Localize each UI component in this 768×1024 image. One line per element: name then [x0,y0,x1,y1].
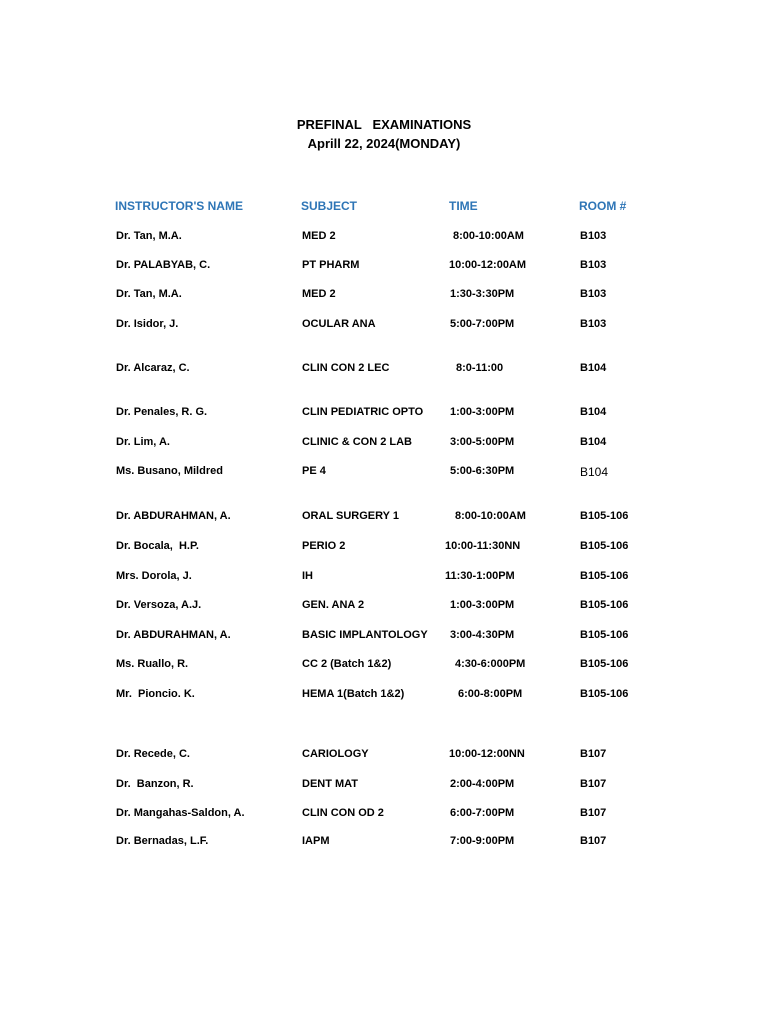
exam-date: Aprill 22, 2024(MONDAY) [307,136,461,151]
instructor-name: Dr. PALABYAB, C. [116,259,211,271]
room: B107 [580,778,607,790]
instructor-name: Dr. Bernadas, L.F. [116,835,209,847]
table-row [0,288,768,304]
instructor-name: Dr. Bocala, H.P. [116,540,199,552]
table-row [0,230,768,246]
time: 6:00-7:00PM [450,807,515,819]
page-title: PREFINAL EXAMINATIONS [296,117,472,132]
room: B105-106 [580,629,629,641]
time: 10:00-11:30NN [445,540,521,552]
subject: PERIO 2 [302,540,346,552]
instructor-name: Mr. Pioncio. K. [116,688,195,700]
room: B105-106 [580,570,629,582]
table-row [0,510,768,526]
instructor-name: Dr. Tan, M.A. [116,230,182,242]
table-row [0,778,768,794]
time: 2:00-4:00PM [450,778,515,790]
time: 5:00-7:00PM [450,318,515,330]
room: B107 [580,807,607,819]
header-room: ROOM # [579,199,627,213]
instructor-name: Dr. ABDURAHMAN, A. [116,629,231,641]
time: 8:0-11:00 [456,362,504,374]
subject: MED 2 [302,288,336,300]
table-row [0,540,768,556]
room: B105-106 [580,688,629,700]
instructor-name: Dr. Lim, A. [116,436,170,448]
instructor-name: Dr. Penales, R. G. [116,406,208,418]
table-row [0,658,768,674]
instructor-name: Dr. Versoza, A.J. [116,599,202,611]
time: 5:00-6:30PM [450,465,515,477]
table-row [0,362,768,378]
instructor-name: Dr. Mangahas-Saldon, A. [116,807,245,819]
room: B104 [580,362,607,374]
instructor-name: Ms. Ruallo, R. [116,658,189,670]
header-time: TIME [449,199,478,213]
header-instructor-name: INSTRUCTOR'S NAME [115,199,243,213]
table-row [0,688,768,704]
subject: IH [302,570,313,582]
time: 8:00-10:00AM [455,510,526,522]
table-row [0,748,768,764]
table-row [0,807,768,823]
room: B103 [580,318,607,330]
room: B105-106 [580,540,629,552]
subject: PE 4 [302,465,326,477]
room: B105-106 [580,510,629,522]
subject: CLIN PEDIATRIC OPTO [302,406,424,418]
header-subject: SUBJECT [301,199,358,213]
time: 1:00-3:00PM [450,406,515,418]
room: B103 [580,230,607,242]
time: 1:30-3:30PM [450,288,515,300]
subject: DENT MAT [302,778,359,790]
subject: MED 2 [302,230,336,242]
subject: BASIC IMPLANTOLOGY [302,629,428,641]
instructor-name: Dr. Isidor, J. [116,318,179,330]
instructor-name: Ms. Busano, Mildred [116,465,223,477]
table-row [0,465,768,481]
instructor-name: Dr. Alcaraz, C. [116,362,190,374]
table-row [0,599,768,615]
room: B105-106 [580,599,629,611]
subject: OCULAR ANA [302,318,376,330]
room: B103 [580,259,607,271]
room: B107 [580,748,607,760]
time: 10:00-12:00NN [449,748,525,760]
table-row [0,570,768,586]
table-row [0,259,768,275]
room: B104 [580,436,607,448]
instructor-name: Dr. ABDURAHMAN, A. [116,510,231,522]
subject: PT PHARM [302,259,360,271]
time: 7:00-9:00PM [450,835,515,847]
room: B105-106 [580,658,629,670]
instructor-name: Dr. Banzon, R. [116,778,194,790]
room: B103 [580,288,607,300]
table-row [0,629,768,645]
subject: GEN. ANA 2 [302,599,365,611]
instructor-name: Mrs. Dorola, J. [116,570,192,582]
subject: ORAL SURGERY 1 [302,510,399,522]
room: B104 [580,406,607,418]
subject: CLIN CON 2 LEC [302,362,390,374]
time: 3:00-5:00PM [450,436,515,448]
subject: CLIN CON OD 2 [302,807,384,819]
subject: CC 2 (Batch 1&2) [302,658,392,670]
time: 3:00-4:30PM [450,629,515,641]
table-row [0,318,768,334]
instructor-name: Dr. Recede, C. [116,748,190,760]
room: B107 [580,835,607,847]
subject: HEMA 1(Batch 1&2) [302,688,405,700]
time: 4:30-6:000PM [455,658,526,670]
instructor-name: Dr. Tan, M.A. [116,288,182,300]
table-row [0,436,768,452]
subject: CARIOLOGY [302,748,369,760]
subject: CLINIC & CON 2 LAB [302,436,412,448]
table-row [0,835,768,851]
time: 10:00-12:00AM [449,259,527,271]
time: 8:00-10:00AM [453,230,524,242]
time: 1:00-3:00PM [450,599,515,611]
room: B104 [580,465,609,479]
time: 6:00-8:00PM [458,688,523,700]
time: 11:30-1:00PM [445,570,515,582]
table-row [0,406,768,422]
subject: IAPM [302,835,330,847]
